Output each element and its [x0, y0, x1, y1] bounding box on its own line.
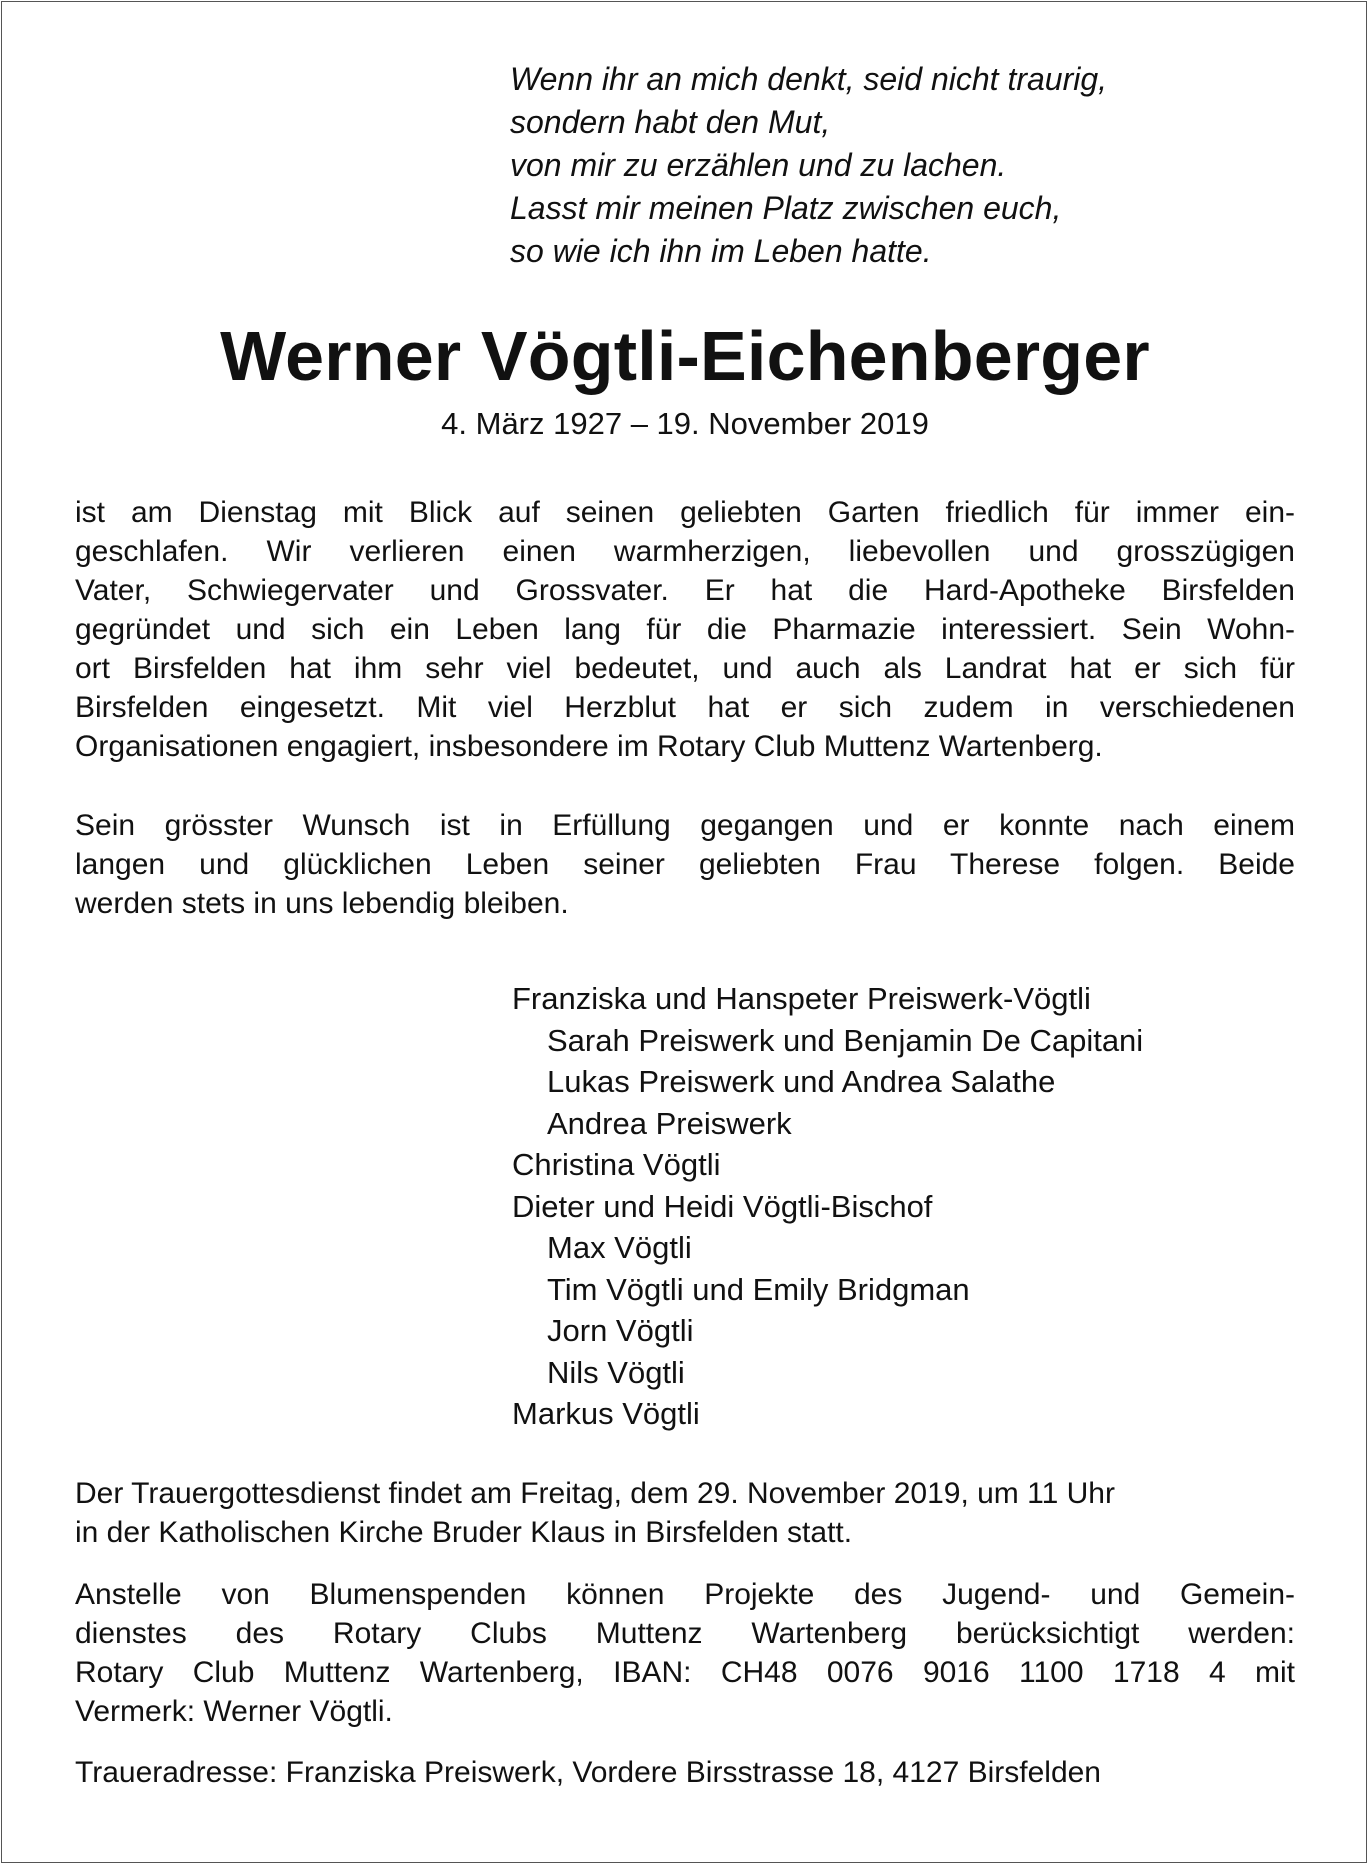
text-line: Sein grösster Wunsch ist in Erfüllung gegangen und er konnte nach einem: [75, 809, 1295, 842]
text-line: Anstelle von Blumenspenden können Projekte des Jugend- und Gemein-: [75, 1578, 1295, 1611]
obituary-paragraph: [75, 493, 1295, 766]
text-line: ort Birsfelden hat ihm sehr viel bedeutet, und auch als Landrat hat er sich für: [75, 652, 1295, 685]
wish-paragraph: [75, 806, 1295, 923]
address-paragraph: [75, 1753, 1295, 1792]
text-line: Vater, Schwiegervater und Grossvater. Er hat die Hard-Apotheke Birsfelden: [75, 574, 1295, 607]
text-line: gegründet und sich ein Leben lang für die Pharmazie interessiert. Sein Wohn-: [75, 613, 1295, 646]
text-line: Organisationen engagiert, insbesondere im Rotary Club Muttenz Wartenberg.: [75, 730, 1103, 763]
text-line: geschlafen. Wir verlieren einen warmherzigen, liebevollen und grosszügigen: [75, 535, 1295, 568]
poem-line: sondern habt den Mut,: [510, 104, 831, 140]
text-line: ist am Dienstag mit Blick auf seinen geliebten Garten friedlich für immer ein-: [75, 496, 1295, 529]
text-line: Rotary Club Muttenz Wartenberg, IBAN: CH48 0076 9016 1100 1718 4 mit: [75, 1656, 1295, 1689]
poem-line: von mir zu erzählen und zu lachen.: [510, 147, 1007, 183]
poem-line: so wie ich ihn im Leben hatte.: [510, 233, 932, 269]
text-line: langen und glücklichen Leben seiner geliebten Frau Therese folgen. Beide: [75, 848, 1295, 881]
family-member: Lukas Preiswerk und Andrea Salathe: [547, 1064, 1056, 1099]
life-dates: 4. März 1927 – 19. November 2019: [441, 406, 929, 441]
family-list: [512, 978, 1143, 1435]
family-member: Andrea Preiswerk: [547, 1105, 792, 1141]
family-member: Dieter und Heidi Vögtli-Bischof: [512, 1188, 933, 1224]
text-line: Birsfelden eingesetzt. Mit viel Herzblut hat er sich zudem in verschiedenen: [75, 691, 1295, 724]
family-member: Christina Vögtli: [512, 1147, 721, 1182]
poem-line: Wenn ihr an mich denkt, seid nicht traurig,: [510, 61, 1108, 97]
text-line: Vermerk: Werner Vögtli.: [75, 1695, 393, 1728]
family-member: Tim Vögtli und Emily Bridgman: [547, 1271, 970, 1307]
poem: [510, 58, 1107, 273]
family-member: Max Vögtli: [547, 1230, 692, 1265]
family-member: Sarah Preiswerk und Benjamin De Capitani: [547, 1022, 1144, 1058]
mourning-address: Traueradresse: Franziska Preiswerk, Vordere Birsstrasse 18, 4127 Birsfelden: [75, 1756, 1101, 1789]
text-line: werden stets in uns lebendig bleiben.: [75, 887, 569, 920]
deceased-name: Werner Vögtli-Eichenberger: [220, 317, 1150, 395]
poem-line: Lasst mir meinen Platz zwischen euch,: [510, 190, 1062, 226]
family-member: Nils Vögtli: [547, 1354, 685, 1390]
family-member: Markus Vögtli: [512, 1396, 700, 1431]
family-member: Franziska und Hanspeter Preiswerk-Vögtli: [512, 981, 1091, 1016]
text-line: in der Katholischen Kirche Bruder Klaus in Birsfelden statt.: [75, 1516, 853, 1549]
donation-paragraph: [75, 1575, 1295, 1731]
service-paragraph: [75, 1474, 1295, 1552]
text-line: Der Trauergottesdienst findet am Freitag, dem 29. November 2019, um 11 Uhr: [75, 1477, 1115, 1510]
family-member: Jorn Vögtli: [547, 1313, 694, 1348]
text-line: dienstes des Rotary Clubs Muttenz Wartenberg berücksichtigt werden:: [75, 1617, 1295, 1650]
